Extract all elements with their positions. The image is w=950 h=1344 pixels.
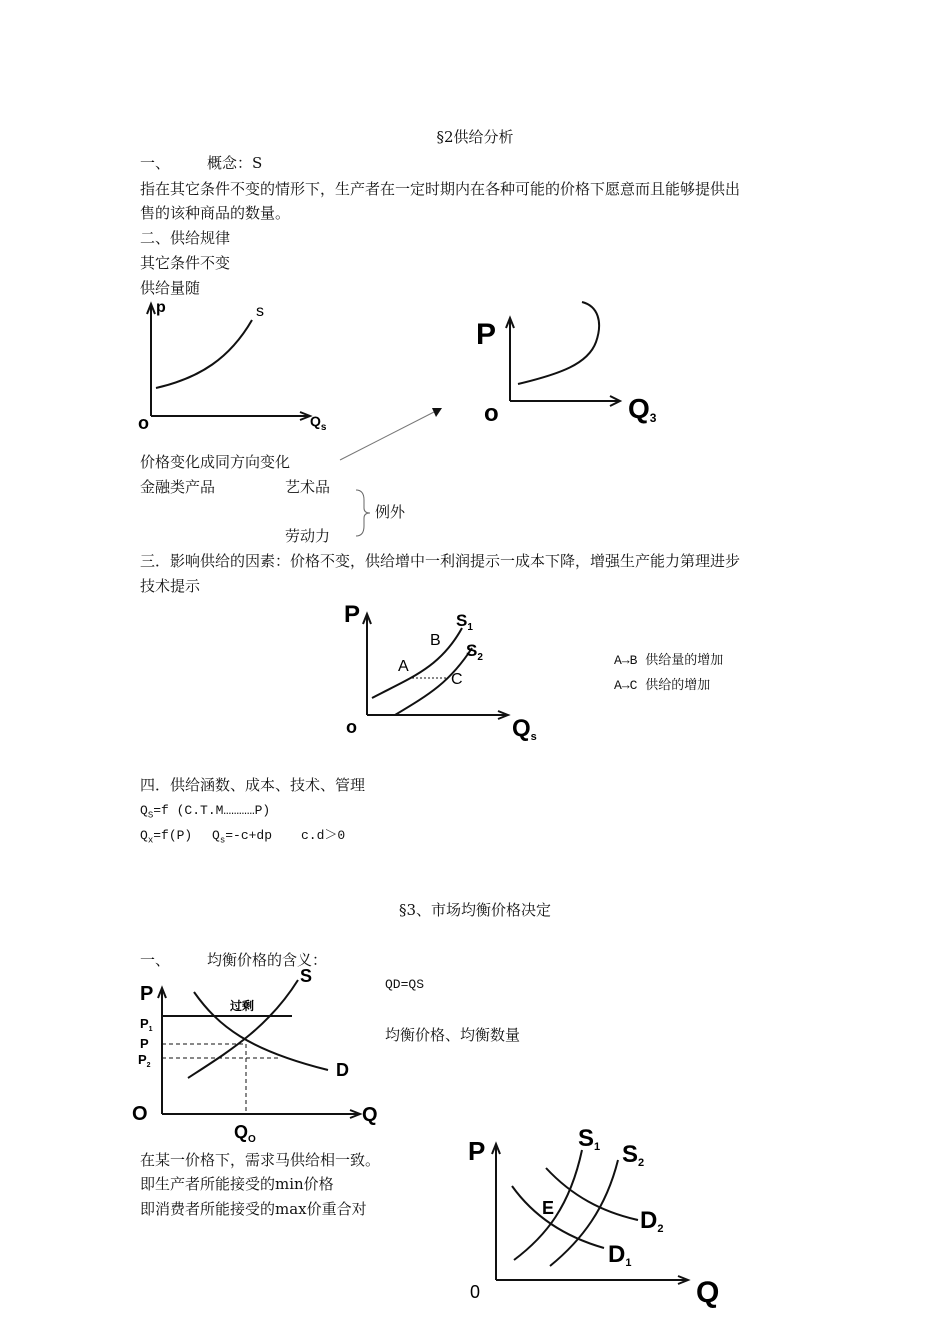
- heading-concept: 概念：S: [207, 154, 263, 172]
- exception-labor: 劳动力: [285, 527, 331, 545]
- curve-label-s2: $S_2$: [466, 641, 483, 663]
- curve-label-d1: D1: [608, 1241, 632, 1269]
- origin-label: o: [346, 717, 357, 737]
- backward-bending-supply-graph: [470, 296, 670, 426]
- supply-shift-graph: [340, 598, 540, 743]
- formula-general: $Q_S=f$ (C.T.M…………P): [140, 803, 271, 821]
- heading-supply-law: 二、供给规律: [140, 229, 231, 247]
- a-to-c-note: A→C 供给的增加: [614, 678, 711, 693]
- curve-label-s: S: [300, 966, 313, 986]
- point-b-label: B: [430, 632, 441, 649]
- label-p1: $P_1$: [140, 1016, 153, 1033]
- origin-label: 0: [470, 1282, 481, 1302]
- axis-label-p: P: [140, 983, 154, 1005]
- curve-label-s1: $S_1$: [456, 611, 473, 633]
- supply-demand-shift-graph: [462, 1120, 732, 1310]
- label-p2: $P_2$: [138, 1052, 151, 1069]
- curve-label-s2: S2: [622, 1141, 645, 1169]
- axis-label-p: p: [156, 299, 166, 316]
- supply-curve-s1: [372, 628, 462, 698]
- axis-label-p: P: [344, 601, 361, 628]
- price-change-text: 价格变化成同方向变化: [140, 453, 291, 471]
- factors-line-1: 三．影响供给的因素：价格不变，供给增中一利润提示一成本下降，增强生产能力第理进步: [140, 552, 741, 570]
- quantity-axis: [151, 412, 310, 420]
- demand-curve-d1: [512, 1186, 604, 1248]
- qd-equals-qs: QD=QS: [385, 977, 425, 992]
- formula-condition: c.d＞0: [301, 828, 346, 843]
- price-axis: [147, 304, 155, 416]
- equilibrium-heading-number: 一、: [140, 951, 171, 969]
- definition-line-1: 指在其它条件不变的情形下，生产者在一定时期内在各种可能的价格下愿意而且能够提供出: [140, 180, 741, 198]
- quantity-axis: [496, 1276, 688, 1284]
- heading-concept-number: 一、: [140, 154, 171, 172]
- equilibrium-text-3: 即消费者所能接受的max价重合对: [140, 1200, 367, 1218]
- excess-label: 过剩: [230, 999, 255, 1013]
- axis-label-q: Q3: [628, 393, 657, 425]
- axis-label-q: Qs: [512, 715, 537, 743]
- supply-curve: [156, 320, 252, 388]
- section2-title: §2供给分析: [436, 128, 514, 146]
- axis-label-q: $Q_s$: [310, 413, 327, 433]
- formula-price: $Q_x=f(P)$: [140, 828, 193, 846]
- point-a-label: A: [398, 658, 409, 675]
- equilibrium-terms: 均衡价格、均衡数量: [385, 1026, 521, 1044]
- factors-line-2: 技术提示: [140, 577, 201, 595]
- curve-label-s: s: [256, 303, 264, 320]
- supply-function-heading: 四．供给涵数、成本、技术、管理: [140, 776, 366, 794]
- axis-label-q: Q: [362, 1104, 378, 1126]
- equilibrium-point-label: E: [542, 1198, 555, 1218]
- price-axis: [492, 1144, 500, 1280]
- brace: [352, 488, 372, 538]
- origin-label: o: [138, 413, 149, 433]
- curve-label-d: D: [336, 1060, 349, 1080]
- axis-label-q: Q: [696, 1276, 720, 1309]
- exception-art: 艺术品: [285, 478, 331, 496]
- pointer-arrow: [336, 404, 446, 464]
- price-axis: [506, 318, 514, 401]
- curve-label-s1: S1: [578, 1125, 601, 1153]
- condition-line-1: 其它条件不变: [140, 254, 231, 272]
- condition-line-2: 供给量随: [140, 279, 201, 297]
- formula-linear: $Q_s=-c+dp$: [212, 828, 273, 846]
- axis-label-p: P: [476, 318, 497, 351]
- quantity-axis: [162, 1110, 360, 1118]
- a-to-b-note: A→B 供给量的增加: [614, 653, 724, 668]
- supply-curve: [188, 980, 298, 1078]
- exception-financial: 金融类产品: [140, 478, 216, 496]
- origin-label: o: [484, 400, 499, 427]
- equilibrium-text-2: 即生产者所能接受的min价格: [140, 1175, 334, 1193]
- equilibrium-text-1: 在某一价格下，需求马供给相一致。: [140, 1151, 381, 1169]
- section3-title: §3、市场均衡价格决定: [398, 901, 552, 919]
- quantity-axis: [367, 711, 508, 719]
- point-c-label: C: [451, 671, 463, 688]
- equilibrium-heading: 均衡价格的含义：: [207, 951, 328, 969]
- supply-curve-graph: [130, 298, 330, 438]
- axis-label-p: P: [468, 1136, 486, 1166]
- label-pe: P: [140, 1036, 149, 1051]
- origin-label: O: [132, 1103, 148, 1125]
- label-q0: $Q_O$: [234, 1122, 256, 1145]
- equilibrium-graph: [128, 966, 388, 1145]
- definition-line-2: 售的该种商品的数量。: [140, 204, 291, 222]
- curve-label-d2: D2: [640, 1207, 664, 1235]
- demand-curve-d2: [546, 1168, 638, 1220]
- price-axis: [158, 988, 166, 1114]
- quantity-axis: [510, 396, 620, 406]
- supply-curve: [518, 302, 599, 384]
- price-axis: [363, 614, 371, 715]
- exception-label: 例外: [375, 503, 406, 521]
